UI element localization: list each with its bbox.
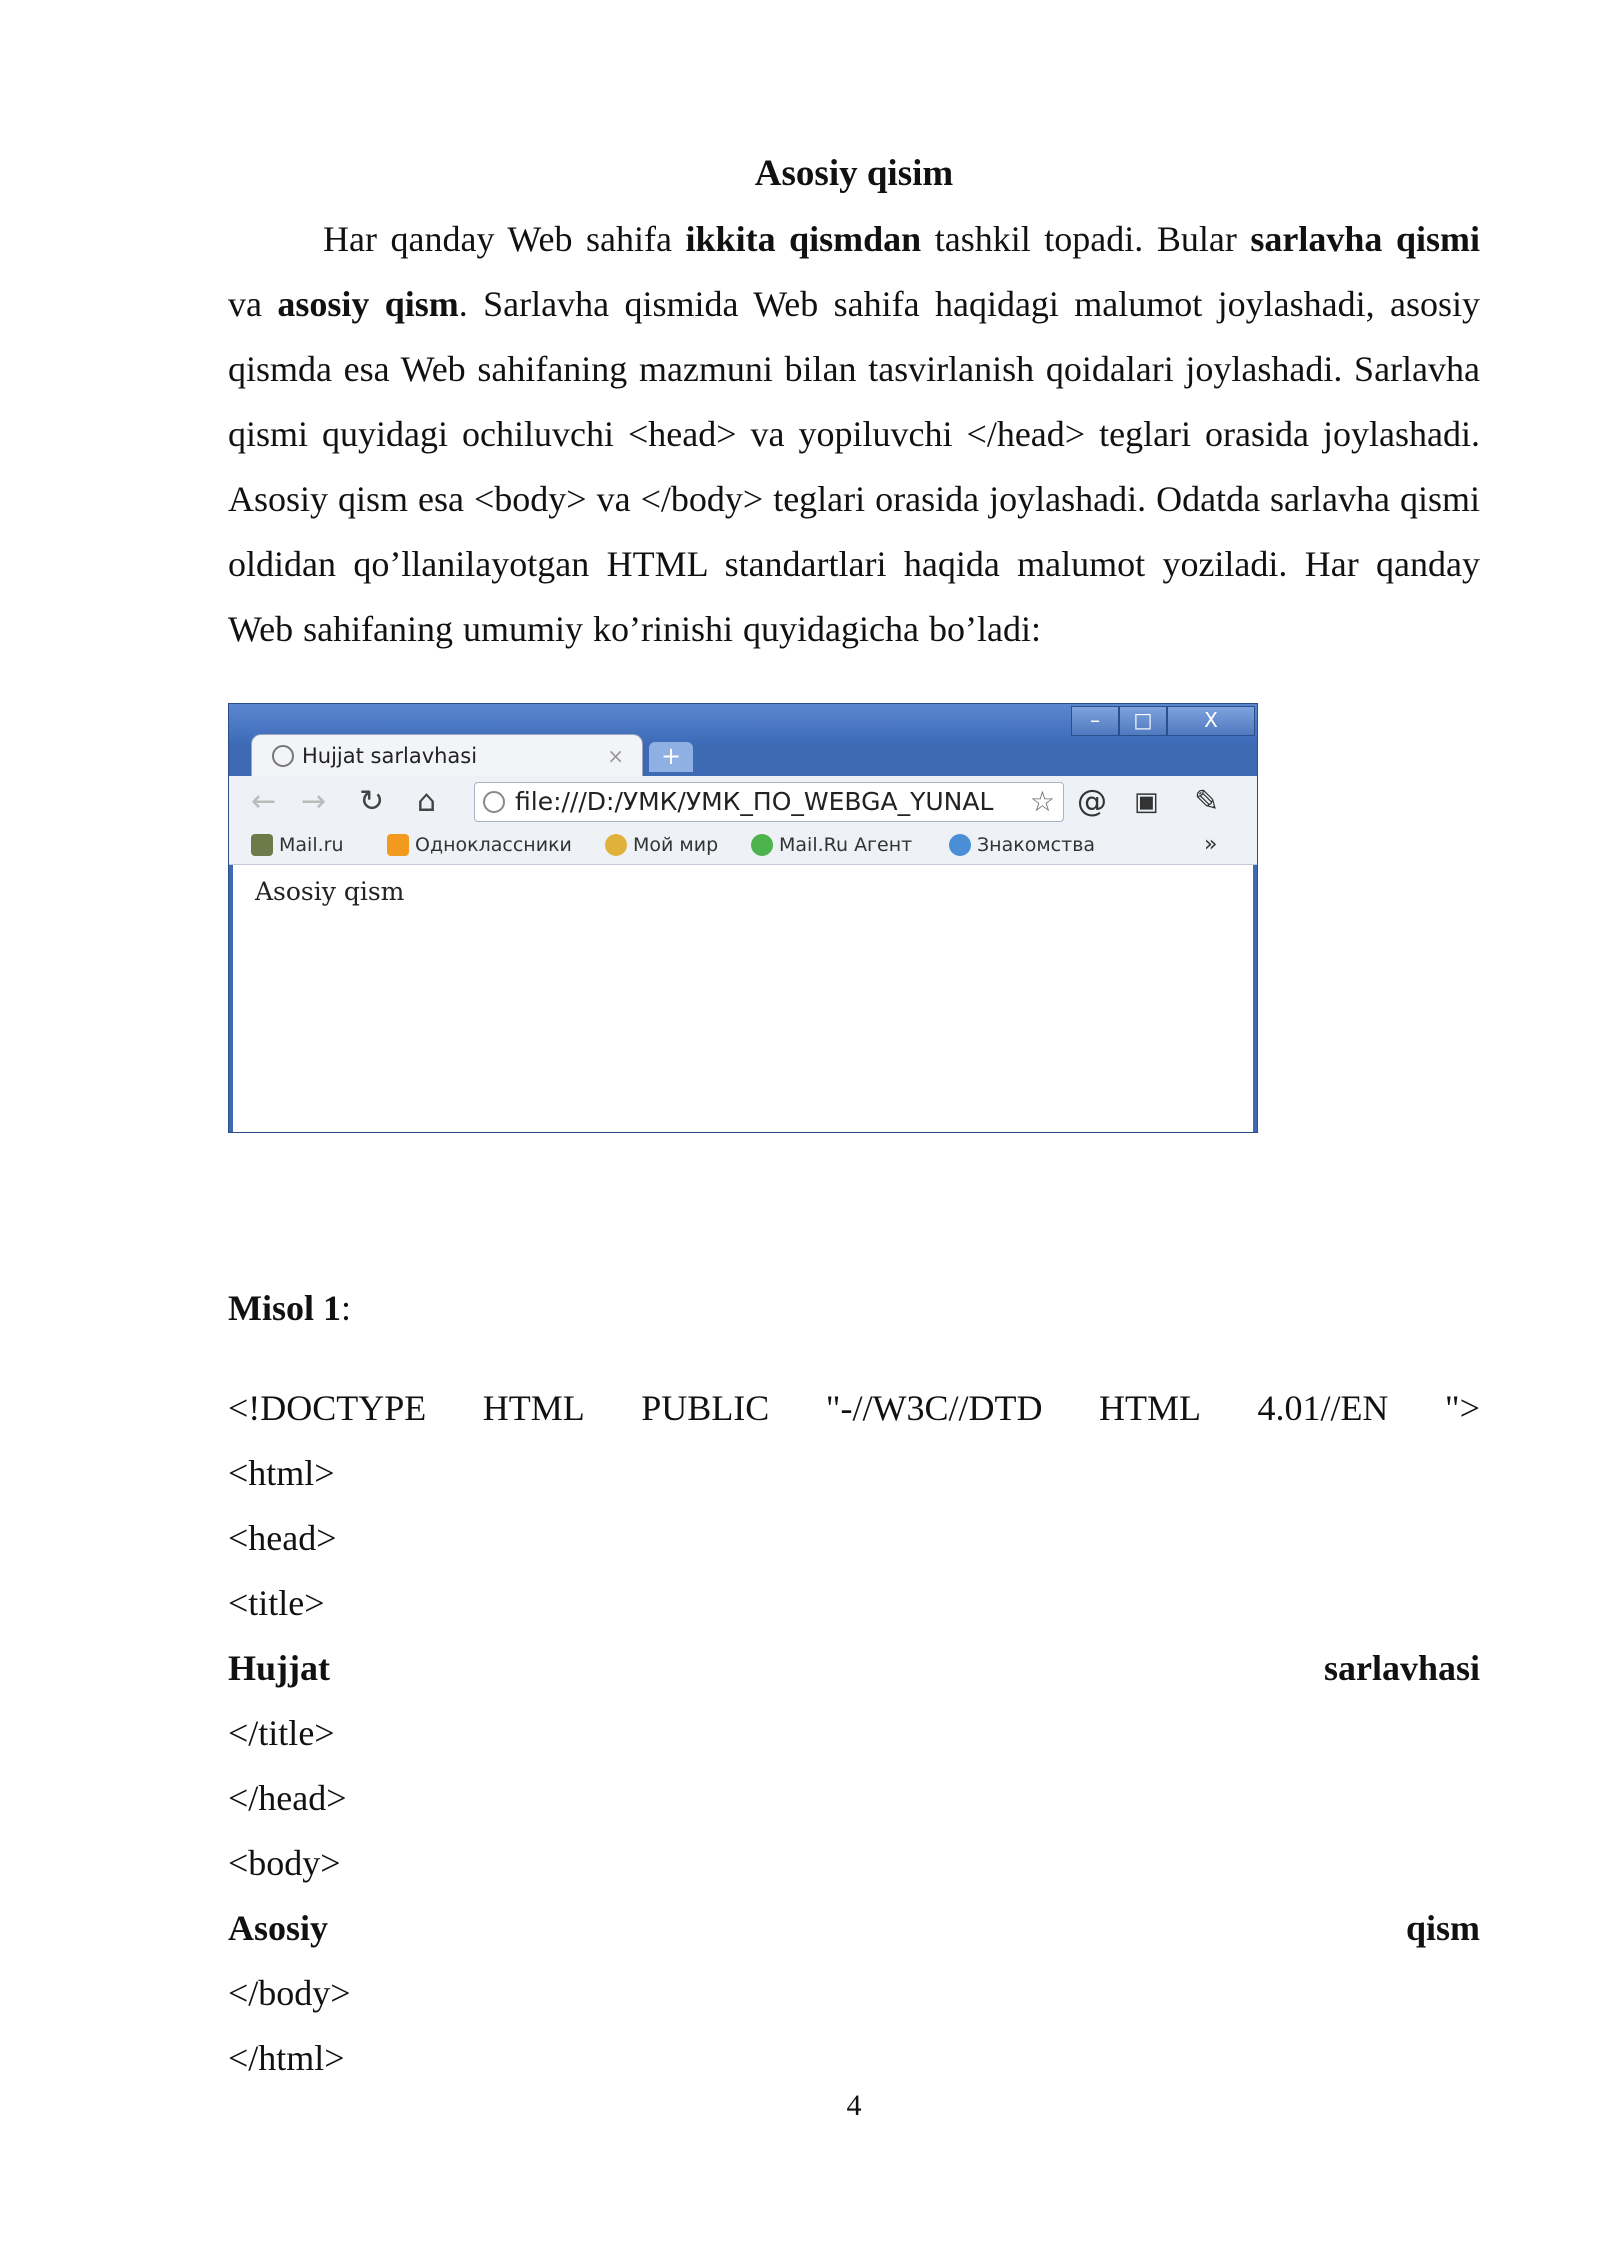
code-token: "> <box>1444 1388 1480 1428</box>
code-token: HTML <box>1098 1388 1201 1428</box>
code-token: 4.01//EN <box>1257 1388 1389 1428</box>
para-bold-3: asosiy qism <box>277 284 459 324</box>
para-text-3: va <box>228 284 278 324</box>
new-tab-icon: + <box>649 742 693 772</box>
browser-toolbar <box>229 776 1257 828</box>
intro-paragraph <box>228 207 1480 662</box>
mailru-icon <box>251 834 273 856</box>
forward-arrow-icon: → <box>301 784 327 819</box>
tab-title: Hujjat sarlavhasi <box>302 744 478 768</box>
code-word: qism <box>1405 1908 1480 1948</box>
code-token: <!DOCTYPE <box>228 1388 427 1428</box>
code-head-open: <head> <box>228 1518 337 1558</box>
camera-icon: ▣ <box>1134 787 1159 817</box>
code-html-close: </html> <box>228 2038 345 2078</box>
bookmark-item: Мой мир <box>605 828 718 862</box>
code-word: Hujjat <box>228 1648 330 1688</box>
code-word: sarlavhasi <box>1323 1648 1480 1688</box>
moy-mir-icon <box>605 834 627 856</box>
browser-viewport <box>233 865 1253 1132</box>
znakomstva-icon <box>949 834 971 856</box>
para-text-4: . Sarlavha qismida Web sahifa haqidagi malumot joylashadi, asosiy qismda esa Web sahifaning mazmuni bilan tasvirlanish qoidalari joylashadi. Sarlavha qismi quyidagi ochiluvchi <head> va yopiluvchi </head> teglari orasida joylashadi. Asosiy qism esa <body> va </body> teglari orasida joylashadi. Odatda sarlavha qismi oldidan qo’llanilayotgan HTML standartlari haqida malumot yoziladi. Har qanday Web sahifaning umumiy ko’rinishi quyidagicha bo’ladi: <box>228 284 1480 649</box>
para-text-1: Har qanday Web sahifa <box>323 219 686 259</box>
bookmark-item: Знакомства <box>949 828 1095 862</box>
reload-icon: ↻ <box>359 784 385 819</box>
code-word: Asosiy <box>228 1908 329 1948</box>
tab-close-icon: × <box>607 744 624 768</box>
example-label-bold: Misol 1 <box>228 1288 341 1328</box>
code-body-open: <body> <box>228 1843 341 1883</box>
bookmarks-bar <box>229 828 1257 865</box>
code-body-close: </body> <box>228 1973 351 2013</box>
viewport-text: Asosiy qism <box>255 877 405 906</box>
star-icon: ☆ <box>1029 785 1055 818</box>
code-title-close: </title> <box>228 1713 335 1753</box>
code-title-open: <title> <box>228 1583 325 1623</box>
code-title-content <box>228 1644 1480 1692</box>
mail-agent-bookmark-icon <box>751 834 773 856</box>
address-bar <box>474 782 1064 822</box>
globe-icon <box>272 745 294 767</box>
code-token: PUBLIC <box>641 1388 770 1428</box>
more-bookmarks-icon: » <box>1204 832 1218 857</box>
bookmark-item: Mail.ru <box>251 828 344 862</box>
para-bold-1: ikkita qismdan <box>685 219 922 259</box>
code-html-open: <html> <box>228 1453 335 1493</box>
close-window-icon: X <box>1167 706 1255 736</box>
wrench-icon: ✎ <box>1194 784 1220 819</box>
page-icon <box>483 791 505 813</box>
address-text: file:///D:/УМК/УМК_ПО_WEBGA_YUNAL <box>515 787 994 816</box>
example-label <box>228 1284 351 1332</box>
back-arrow-icon: ← <box>251 784 277 819</box>
bookmark-item: Одноклассники <box>387 828 572 862</box>
code-token: HTML <box>482 1388 585 1428</box>
para-bold-2: sarlavha qismi <box>1250 219 1480 259</box>
browser-screenshot <box>228 703 1258 1133</box>
example-label-colon: : <box>341 1288 352 1328</box>
para-text-2: tashkil topadi. Bular <box>921 219 1251 259</box>
code-token: "-//W3C//DTD <box>825 1388 1043 1428</box>
code-body-content <box>228 1904 1480 1952</box>
window-controls <box>1071 706 1255 736</box>
browser-tab <box>251 734 643 777</box>
home-icon: ⌂ <box>417 784 437 819</box>
page-number: 4 <box>846 2089 862 2122</box>
bookmark-item: Mail.Ru Агент <box>751 828 912 862</box>
code-doctype <box>228 1384 1480 1432</box>
mail-agent-icon: @ <box>1077 784 1107 819</box>
minimize-icon: – <box>1071 706 1119 736</box>
section-heading: Asosiy qisim <box>754 153 954 194</box>
restore-icon: □ <box>1119 706 1167 736</box>
code-head-close: </head> <box>228 1778 347 1818</box>
odnoklassniki-icon <box>387 834 409 856</box>
